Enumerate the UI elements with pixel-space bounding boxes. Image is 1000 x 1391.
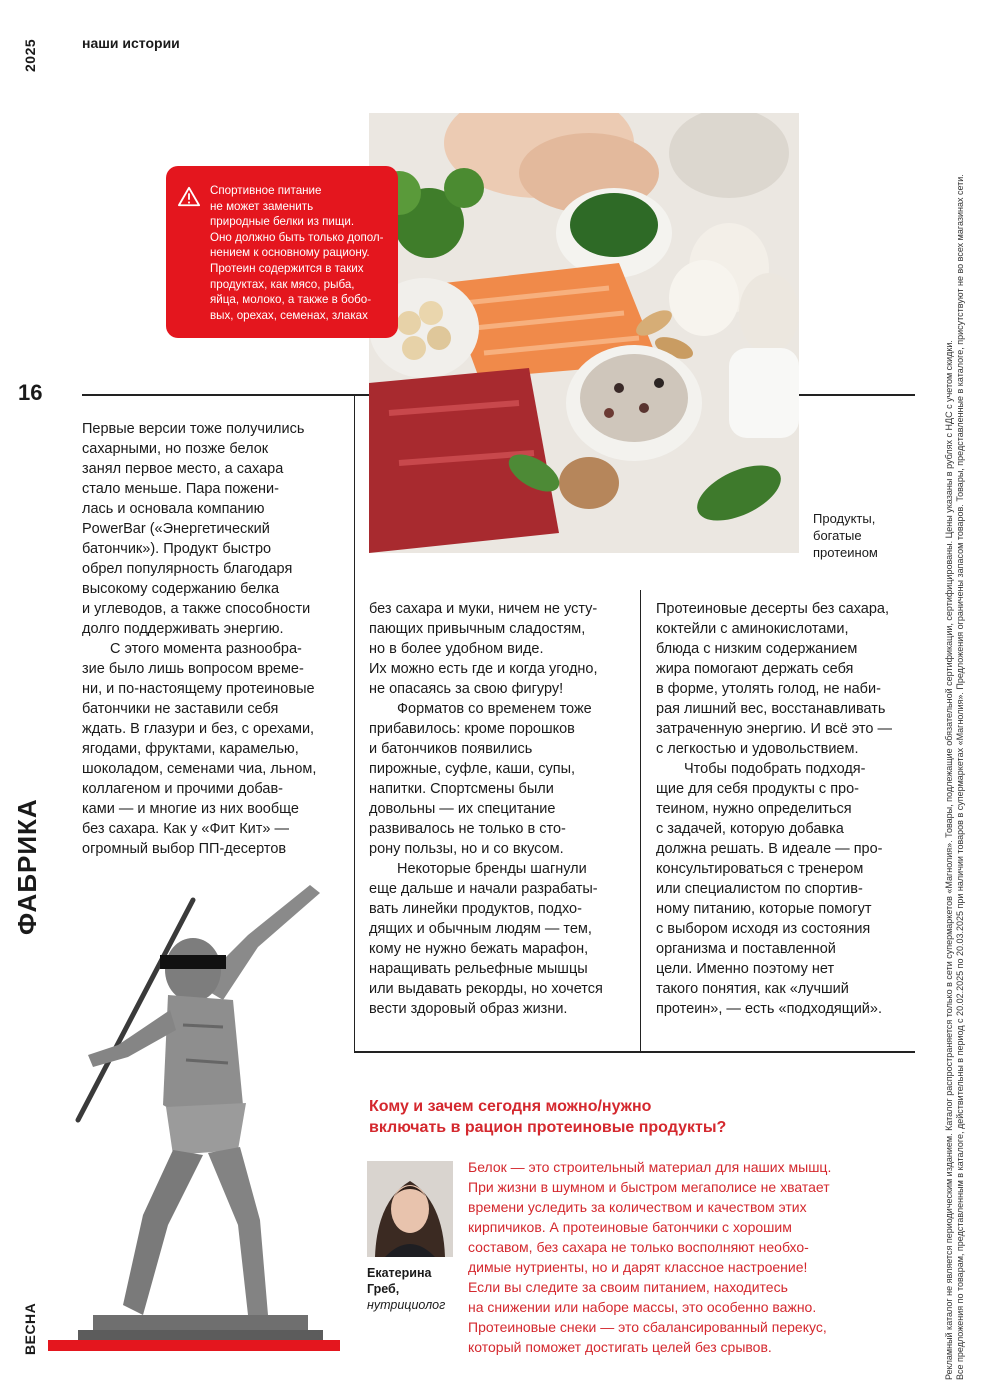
warning-box: Спортивное питание не может заменить природные белки из пищи. Оно должно быть только допол- нением к основному рациону. Протеин содержится в таких продуктах, как мясо, рыба, яйца, молоко, а также в бобо- вых, орехах, семенах, злаках bbox=[166, 166, 398, 338]
paragraph: Некоторые бренды шагнули еще дальше и начали разрабаты- вать линейки продуктов, подхо- дящих и обычным людям — тем, кому не нужно бежать марафон, наращивать рельефные мышцы или выдавать рекорды, но хочется вести здоровый образ жизни. bbox=[369, 861, 603, 1017]
paragraph: Протеиновые десерты без сахара, коктейли с аминокислотами, блюда с низким содержанием жира помогают держать себя в форме, утолять голод, не наби- рая лишний вес, восстанавливать затраченную энергию. И всё это — с легкостью и удовольствием. bbox=[656, 601, 892, 757]
expert-question: Кому и зачем сегодня можно/нужно включать в рацион протеиновые продукты? bbox=[369, 1098, 727, 1136]
protein-foods-photo bbox=[369, 113, 799, 553]
javelin-statue-image bbox=[48, 875, 348, 1345]
divider-top bbox=[82, 394, 369, 396]
article-column-2 bbox=[369, 599, 637, 1019]
paragraph: без сахара и муки, ничем не усту- пающих привычным сладостям, но в более удобном виде. Их можно есть где и когда угодно, не опасаясь за свою фигуру! bbox=[369, 601, 598, 697]
year-label: 2025 bbox=[22, 38, 38, 72]
avatar bbox=[367, 1161, 453, 1257]
expert-name: Екатерина Греб, нутрициолог bbox=[367, 1266, 446, 1312]
paragraph: Первые версии тоже получились сахарными, но позже белок занял первое место, а сахара стало меньше. Пара пожени- лась и основала компанию PowerBar («Энергетический батончик»). Продукт быстро обрел популярность благодаря высокому содержанию белка и углеводов, а также способности долго поддерживать энергию. bbox=[82, 421, 311, 637]
expert-answer: Белок — это строительный материал для наших мышц. При жизни в шумном и быстром мегаполисе не хватает времени уследить за количеством и качеством этих кирпичиков. А протеиновые батончики с хорошим составом, без сахара не только восполняют необхо- димые нутриенты, но и дарят классное настроение! Если вы следите за своим питанием, находитесь на снижении или наборе массы, это особенно важно. Протеиновые снеки — это сбалансированный перекус, который поможет достигать целей без срывов. bbox=[468, 1159, 832, 1355]
season-label: ВЕСНА bbox=[22, 1302, 38, 1355]
rubric-header: наши истории bbox=[82, 35, 180, 51]
article-column-1 bbox=[82, 419, 352, 859]
article-column-3 bbox=[656, 599, 918, 1019]
column-divider-2 bbox=[640, 590, 641, 1052]
paragraph: Форматов со временем тоже прибавилось: кроме порошков и батончиков появились пирожные, суфле, каши, супы, напитки. Спортсмены были довольны — их специтание развивалось не только в сто- рону пользы, но и со вкусом. bbox=[369, 701, 592, 857]
photo-caption: Продукты, богатые протеином bbox=[813, 511, 878, 560]
warning-triangle-icon bbox=[178, 186, 200, 208]
divider-middle bbox=[354, 1051, 915, 1053]
paragraph: С этого момента разнообра- зие было лишь вопросом време- ни, и по-настоящему протеиновые батончики не заставили себя ждать. В глазури и без, с орехами, ягодами, фруктами, карамелью, шоколадом, семенами чиа, льном, коллагеном и прочими добав- ками — и многие из них вообще без сахара. Как у «Фит Кит» — огромный выбор ПП-десертов bbox=[82, 641, 317, 857]
paragraph: Чтобы подобрать подходя- щие для себя продукты с про- теином, нужно определиться с задачей, которую добавка должна решать. В идеале — про- консультироваться с тренером или специалистом по спортив- ному питанию, которые помогут с выбором исходя из состояния организма и поставленной цели. Именно поэтому нет такого понятия, как «лучший протеин», — есть «подходящий». bbox=[656, 761, 883, 1017]
divider-top-right bbox=[799, 394, 915, 396]
section-title: ФАБРИКА bbox=[12, 798, 42, 935]
red-accent-bar bbox=[48, 1340, 340, 1351]
legal-disclaimer: Рекламный каталог не является периодическим изданием. Каталог распространяется только в сети супермаркетов «Магнолия». Товары, подлежащие обязательной сертификации, сертифицированы. Цены указаны в рублях с НДС с учетом скидки. Все предложения по товарам, представленным в каталоге, действительны в период с 20.02.2025 по 20.03.2025 при наличии товаров в супермаркетах «Магнолия». Предложения ограничены запасом товаров. Товары, представленные в каталоге, присутствуют не во всех магазинах сети. bbox=[944, 174, 965, 1380]
column-divider-1 bbox=[354, 394, 355, 1052]
page-number: 16 bbox=[18, 380, 43, 405]
